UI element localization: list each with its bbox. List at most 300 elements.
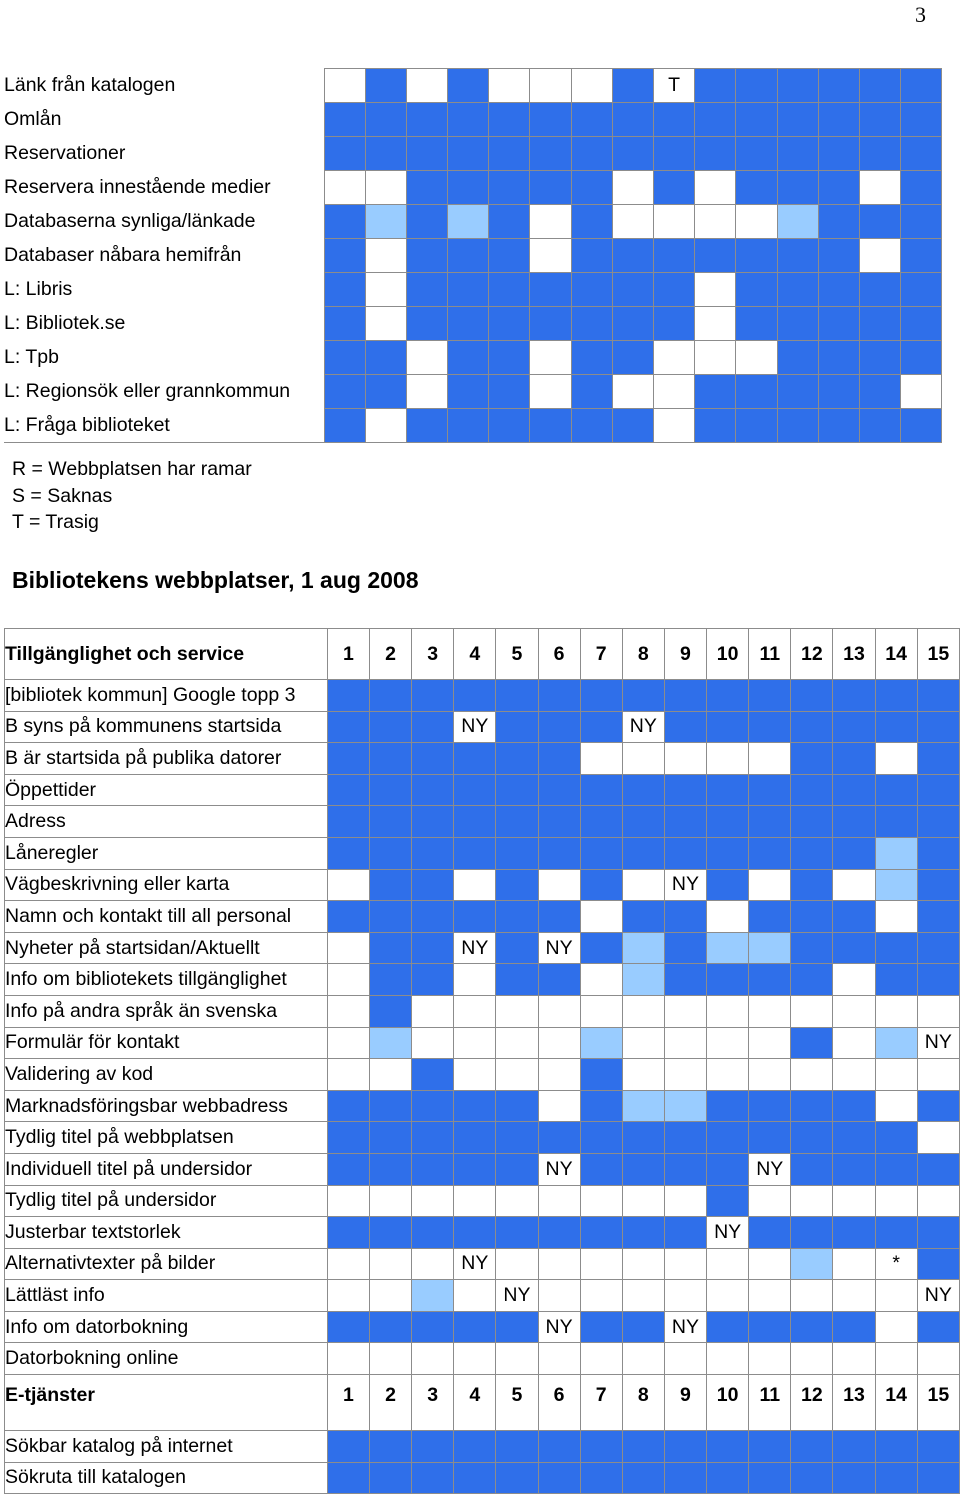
- status-cell-empty: [875, 1059, 917, 1091]
- status-cell-dark: [324, 205, 365, 239]
- table-row: [5, 774, 960, 806]
- status-cell-dark: [917, 680, 959, 712]
- row-label: Info om bibliotekets tillgänglighet: [5, 964, 328, 996]
- status-cell-empty: [530, 375, 571, 409]
- top-status-table: [4, 68, 942, 443]
- table-row: [4, 409, 942, 443]
- status-cell-dark: [791, 869, 833, 901]
- status-cell-empty: [749, 1248, 791, 1280]
- status-cell-empty: [580, 1185, 622, 1217]
- row-label: L: Libris: [4, 273, 324, 307]
- status-cell-dark: [622, 837, 664, 869]
- status-cell-dark: [538, 806, 580, 838]
- status-cell-dark: [496, 1090, 538, 1122]
- status-cell-empty: [654, 375, 695, 409]
- status-cell-empty: [833, 1059, 875, 1091]
- status-cell-empty: [622, 1185, 664, 1217]
- status-cell-empty: [454, 995, 496, 1027]
- status-cell-dark: [707, 1462, 749, 1494]
- status-cell-empty: [412, 1185, 454, 1217]
- status-cell-empty: [875, 1185, 917, 1217]
- status-cell-dark: [749, 1217, 791, 1249]
- status-cell-empty: [622, 1280, 664, 1312]
- status-cell-empty: [749, 869, 791, 901]
- row-label: B är startsida på publika datorer: [5, 743, 328, 775]
- status-cell-dark: [695, 239, 736, 273]
- status-cell-dark: [654, 171, 695, 205]
- status-cell-dark: [454, 1153, 496, 1185]
- status-cell-dark: [412, 1462, 454, 1494]
- status-cell-dark: [736, 239, 777, 273]
- status-cell-dark: [571, 341, 612, 375]
- status-cell-dark: [571, 273, 612, 307]
- status-cell-empty: [791, 1059, 833, 1091]
- table-row: [5, 1217, 960, 1249]
- status-cell-empty: [580, 995, 622, 1027]
- status-cell-dark: [538, 964, 580, 996]
- status-cell-dark: [654, 273, 695, 307]
- status-cell-dark: [749, 837, 791, 869]
- status-cell-light: [622, 964, 664, 996]
- status-cell-dark: [580, 1153, 622, 1185]
- status-cell-dark: [791, 1311, 833, 1343]
- status-cell-dark: [833, 932, 875, 964]
- status-cell-dark: [622, 1431, 664, 1463]
- status-cell-empty: [875, 1311, 917, 1343]
- column-header: 9: [664, 629, 706, 680]
- status-cell-dark: [707, 1311, 749, 1343]
- status-cell-dark: [707, 711, 749, 743]
- status-cell-text: NY: [538, 932, 580, 964]
- status-cell-empty: [406, 341, 447, 375]
- row-label: Marknadsföringsbar webbadress: [5, 1090, 328, 1122]
- status-cell-empty: [571, 69, 612, 103]
- status-cell-dark: [406, 205, 447, 239]
- status-cell-dark: [327, 1431, 369, 1463]
- status-cell-dark: [406, 409, 447, 443]
- status-cell-dark: [664, 774, 706, 806]
- status-cell-text: NY: [664, 869, 706, 901]
- status-cell-dark: [901, 307, 942, 341]
- accessibility-table: [4, 628, 960, 1494]
- table-row: [5, 964, 960, 996]
- status-cell-dark: [412, 806, 454, 838]
- status-cell-dark: [412, 1090, 454, 1122]
- status-cell-dark: [736, 307, 777, 341]
- status-cell-empty: [454, 1059, 496, 1091]
- status-cell-dark: [496, 869, 538, 901]
- status-cell-dark: [454, 1217, 496, 1249]
- status-cell-empty: [707, 1343, 749, 1375]
- status-cell-dark: [664, 806, 706, 838]
- status-cell-dark: [749, 1090, 791, 1122]
- status-cell-dark: [901, 409, 942, 443]
- status-cell-dark: [612, 341, 653, 375]
- status-cell-dark: [749, 1431, 791, 1463]
- legend: [12, 456, 252, 536]
- status-cell-dark: [777, 273, 818, 307]
- status-cell-dark: [327, 806, 369, 838]
- status-cell-dark: [412, 1059, 454, 1091]
- column-header: 5: [496, 629, 538, 680]
- status-cell-text: NY: [622, 711, 664, 743]
- row-label: L: Bibliotek.se: [4, 307, 324, 341]
- status-cell-dark: [327, 1462, 369, 1494]
- status-cell-dark: [530, 137, 571, 171]
- status-cell-dark: [571, 103, 612, 137]
- status-cell-dark: [791, 743, 833, 775]
- status-cell-dark: [777, 239, 818, 273]
- row-label: Nyheter på startsidan/Aktuellt: [5, 932, 328, 964]
- status-cell-dark: [370, 680, 412, 712]
- status-cell-empty: [791, 1343, 833, 1375]
- status-cell-dark: [917, 1153, 959, 1185]
- row-label: Länk från katalogen: [4, 69, 324, 103]
- status-cell-dark: [580, 774, 622, 806]
- status-cell-empty: [833, 1343, 875, 1375]
- status-cell-dark: [901, 205, 942, 239]
- status-cell-empty: [365, 307, 406, 341]
- column-header: 10: [707, 1375, 749, 1431]
- status-cell-dark: [370, 901, 412, 933]
- status-cell-dark: [707, 774, 749, 806]
- status-cell-dark: [859, 375, 900, 409]
- status-cell-empty: [622, 1248, 664, 1280]
- status-cell-dark: [654, 137, 695, 171]
- status-cell-dark: [875, 964, 917, 996]
- status-cell-dark: [749, 680, 791, 712]
- status-cell-empty: [664, 1059, 706, 1091]
- status-cell-dark: [818, 137, 859, 171]
- status-cell-dark: [327, 1090, 369, 1122]
- status-cell-dark: [622, 1462, 664, 1494]
- status-cell-light: [370, 1027, 412, 1059]
- status-cell-dark: [612, 69, 653, 103]
- status-cell-dark: [406, 137, 447, 171]
- status-cell-dark: [818, 69, 859, 103]
- status-cell-dark: [875, 1122, 917, 1154]
- status-cell-empty: [538, 995, 580, 1027]
- status-cell-dark: [875, 806, 917, 838]
- status-cell-empty: [622, 1343, 664, 1375]
- status-cell-empty: [664, 1248, 706, 1280]
- column-header: 10: [707, 629, 749, 680]
- status-cell-dark: [833, 711, 875, 743]
- status-cell-light: [448, 205, 489, 239]
- column-header: 2: [370, 1375, 412, 1431]
- status-cell-dark: [901, 137, 942, 171]
- status-cell-dark: [365, 137, 406, 171]
- status-cell-dark: [370, 964, 412, 996]
- status-cell-empty: [454, 964, 496, 996]
- status-cell-empty: [859, 171, 900, 205]
- status-cell-dark: [580, 1122, 622, 1154]
- status-cell-dark: [496, 743, 538, 775]
- status-cell-light: [875, 837, 917, 869]
- status-cell-dark: [917, 869, 959, 901]
- status-cell-dark: [654, 307, 695, 341]
- status-cell-empty: [454, 1280, 496, 1312]
- status-cell-dark: [327, 1311, 369, 1343]
- status-cell-dark: [496, 1217, 538, 1249]
- status-cell-empty: [917, 1122, 959, 1154]
- status-cell-dark: [571, 137, 612, 171]
- status-cell-empty: [859, 239, 900, 273]
- status-cell-dark: [496, 837, 538, 869]
- status-cell-dark: [580, 806, 622, 838]
- status-cell-empty: [538, 1027, 580, 1059]
- table-row: [4, 171, 942, 205]
- status-cell-dark: [454, 680, 496, 712]
- status-cell-dark: [833, 1217, 875, 1249]
- status-cell-dark: [412, 1217, 454, 1249]
- column-header: 8: [622, 1375, 664, 1431]
- status-cell-dark: [736, 273, 777, 307]
- status-cell-empty: [695, 171, 736, 205]
- status-cell-dark: [496, 1122, 538, 1154]
- status-cell-empty: [580, 743, 622, 775]
- status-cell-dark: [489, 341, 530, 375]
- status-cell-empty: [749, 995, 791, 1027]
- status-cell-empty: [707, 901, 749, 933]
- status-cell-dark: [859, 137, 900, 171]
- status-cell-dark: [622, 1122, 664, 1154]
- status-cell-empty: [327, 869, 369, 901]
- status-cell-empty: [538, 1280, 580, 1312]
- status-cell-dark: [530, 307, 571, 341]
- status-cell-dark: [496, 774, 538, 806]
- status-cell-dark: [695, 103, 736, 137]
- status-cell-dark: [749, 774, 791, 806]
- status-cell-dark: [707, 964, 749, 996]
- status-cell-dark: [530, 409, 571, 443]
- status-cell-dark: [664, 901, 706, 933]
- status-cell-empty: [875, 1090, 917, 1122]
- status-cell-empty: [370, 1248, 412, 1280]
- status-cell-empty: [654, 341, 695, 375]
- status-cell-dark: [917, 1311, 959, 1343]
- column-header: 2: [370, 629, 412, 680]
- status-cell-dark: [412, 932, 454, 964]
- status-cell-dark: [791, 1431, 833, 1463]
- table-row: [4, 69, 942, 103]
- status-cell-dark: [901, 239, 942, 273]
- row-label: L: Tpb: [4, 341, 324, 375]
- table-row: [5, 932, 960, 964]
- table-row: [4, 273, 942, 307]
- status-cell-dark: [580, 1311, 622, 1343]
- legend-item-t: T = Trasig: [12, 511, 99, 533]
- column-header: 7: [580, 629, 622, 680]
- status-cell-empty: [875, 901, 917, 933]
- status-cell-dark: [917, 1462, 959, 1494]
- status-cell-dark: [833, 837, 875, 869]
- table-row: [5, 1090, 960, 1122]
- status-cell-dark: [664, 932, 706, 964]
- legend-item-r: R = Webbplatsen har ramar: [12, 458, 252, 480]
- status-cell-dark: [818, 103, 859, 137]
- column-header: 14: [875, 629, 917, 680]
- status-cell-empty: [496, 1185, 538, 1217]
- status-cell-text: NY: [454, 711, 496, 743]
- status-cell-dark: [875, 932, 917, 964]
- status-cell-dark: [917, 837, 959, 869]
- status-cell-empty: [489, 69, 530, 103]
- table-row: [5, 1280, 960, 1312]
- status-cell-dark: [749, 1311, 791, 1343]
- status-cell-empty: [370, 1280, 412, 1312]
- status-cell-dark: [454, 837, 496, 869]
- status-cell-dark: [777, 103, 818, 137]
- status-cell-dark: [818, 239, 859, 273]
- status-cell-dark: [496, 1462, 538, 1494]
- status-cell-dark: [612, 137, 653, 171]
- status-cell-dark: [622, 1153, 664, 1185]
- row-label: Namn och kontakt till all personal: [5, 901, 328, 933]
- status-cell-dark: [664, 680, 706, 712]
- status-cell-dark: [777, 137, 818, 171]
- status-cell-dark: [324, 273, 365, 307]
- status-cell-dark: [818, 341, 859, 375]
- status-cell-dark: [538, 1431, 580, 1463]
- table-row: [5, 1431, 960, 1463]
- status-cell-dark: [496, 711, 538, 743]
- status-cell-empty: [412, 1343, 454, 1375]
- status-cell-dark: [791, 1090, 833, 1122]
- status-cell-empty: [749, 743, 791, 775]
- row-label: Databaser nåbara hemifrån: [4, 239, 324, 273]
- status-cell-dark: [489, 205, 530, 239]
- status-cell-dark: [538, 1217, 580, 1249]
- status-cell-dark: [412, 680, 454, 712]
- status-cell-dark: [580, 680, 622, 712]
- column-header: 13: [833, 629, 875, 680]
- status-cell-dark: [530, 171, 571, 205]
- status-cell-dark: [818, 409, 859, 443]
- status-cell-dark: [370, 774, 412, 806]
- status-cell-light: [412, 1280, 454, 1312]
- table-row: [5, 743, 960, 775]
- status-cell-dark: [664, 1462, 706, 1494]
- status-cell-dark: [749, 806, 791, 838]
- status-cell-dark: [370, 806, 412, 838]
- status-cell-empty: [875, 743, 917, 775]
- status-cell-dark: [489, 137, 530, 171]
- status-cell-empty: [917, 1059, 959, 1091]
- status-cell-dark: [695, 69, 736, 103]
- status-cell-dark: [571, 307, 612, 341]
- status-cell-empty: [327, 1185, 369, 1217]
- status-cell-dark: [538, 837, 580, 869]
- status-cell-dark: [917, 964, 959, 996]
- status-cell-dark: [412, 711, 454, 743]
- status-cell-dark: [612, 239, 653, 273]
- status-cell-dark: [538, 774, 580, 806]
- legend-item-s: S = Saknas: [12, 484, 113, 507]
- status-cell-dark: [917, 743, 959, 775]
- status-cell-empty: [707, 1059, 749, 1091]
- row-label: Öppettider: [5, 774, 328, 806]
- status-cell-dark: [496, 901, 538, 933]
- status-cell-dark: [749, 1122, 791, 1154]
- status-cell-dark: [571, 205, 612, 239]
- status-cell-dark: [530, 273, 571, 307]
- status-cell-empty: [406, 375, 447, 409]
- status-cell-dark: [454, 1462, 496, 1494]
- status-cell-empty: [327, 1343, 369, 1375]
- row-label: Databaserna synliga/länkade: [4, 205, 324, 239]
- status-cell-empty: [538, 1343, 580, 1375]
- status-cell-text: *: [875, 1248, 917, 1280]
- status-cell-dark: [901, 171, 942, 205]
- status-cell-dark: [580, 1462, 622, 1494]
- status-cell-dark: [327, 711, 369, 743]
- status-cell-dark: [489, 171, 530, 205]
- status-cell-empty: [530, 69, 571, 103]
- status-cell-dark: [324, 375, 365, 409]
- status-cell-dark: [496, 1431, 538, 1463]
- status-cell-dark: [580, 837, 622, 869]
- column-header: 6: [538, 629, 580, 680]
- row-label: Datorbokning online: [5, 1343, 328, 1375]
- status-cell-dark: [327, 901, 369, 933]
- status-cell-empty: [412, 995, 454, 1027]
- status-cell-dark: [736, 137, 777, 171]
- status-cell-dark: [580, 932, 622, 964]
- row-label: Sökbar katalog på internet: [5, 1431, 328, 1463]
- status-cell-dark: [707, 806, 749, 838]
- status-cell-dark: [875, 774, 917, 806]
- status-cell-dark: [833, 1090, 875, 1122]
- status-cell-dark: [324, 409, 365, 443]
- status-cell-dark: [324, 341, 365, 375]
- status-cell-dark: [489, 239, 530, 273]
- status-cell-dark: [818, 205, 859, 239]
- status-cell-empty: [749, 1280, 791, 1312]
- status-cell-dark: [370, 711, 412, 743]
- status-cell-dark: [901, 69, 942, 103]
- status-cell-empty: [538, 869, 580, 901]
- status-cell-dark: [448, 273, 489, 307]
- table-row: [5, 869, 960, 901]
- status-cell-dark: [370, 1090, 412, 1122]
- status-cell-empty: [538, 1185, 580, 1217]
- status-cell-text: NY: [707, 1217, 749, 1249]
- status-cell-dark: [917, 1431, 959, 1463]
- status-cell-dark: [365, 341, 406, 375]
- status-cell-dark: [489, 409, 530, 443]
- status-cell-dark: [791, 1122, 833, 1154]
- status-cell-dark: [917, 711, 959, 743]
- status-cell-dark: [818, 375, 859, 409]
- status-cell-dark: [489, 273, 530, 307]
- status-cell-dark: [917, 1090, 959, 1122]
- status-cell-empty: [365, 273, 406, 307]
- status-cell-empty: [406, 69, 447, 103]
- status-cell-dark: [875, 1462, 917, 1494]
- status-cell-dark: [406, 239, 447, 273]
- status-cell-empty: [791, 1185, 833, 1217]
- status-cell-dark: [818, 307, 859, 341]
- table-row: [5, 1311, 960, 1343]
- table-row: [5, 1122, 960, 1154]
- table-row: [5, 711, 960, 743]
- status-cell-dark: [917, 932, 959, 964]
- status-cell-dark: [818, 273, 859, 307]
- status-cell-empty: [530, 239, 571, 273]
- status-cell-empty: [917, 1343, 959, 1375]
- status-cell-dark: [664, 711, 706, 743]
